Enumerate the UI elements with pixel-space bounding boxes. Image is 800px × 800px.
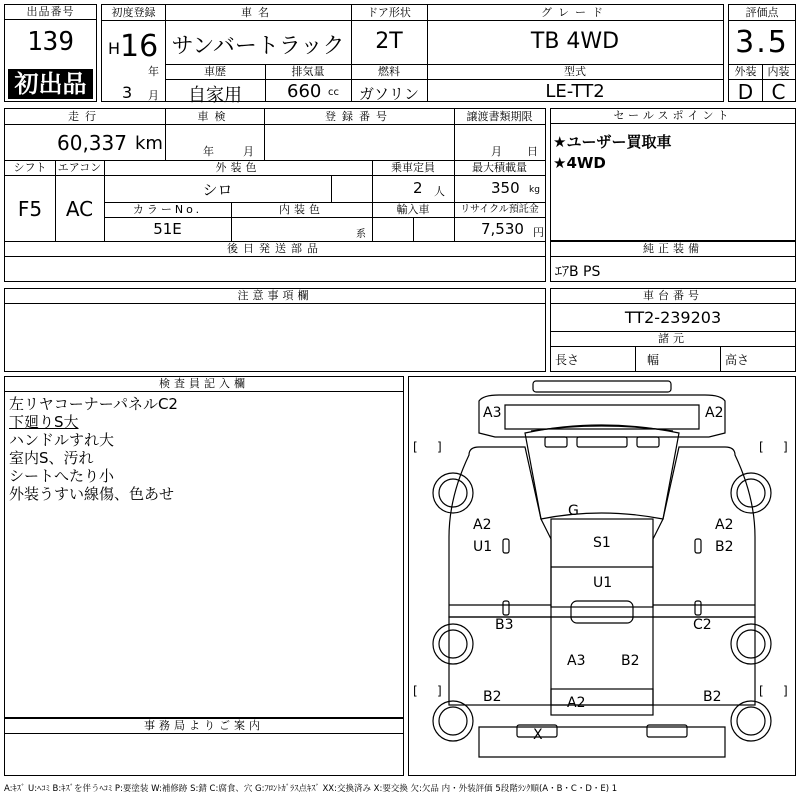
inspector-line-5: シートへたり小	[9, 467, 115, 485]
mark-b3: B3	[495, 617, 514, 633]
inspection-year-unit: 年	[203, 145, 214, 158]
inspector-label: 検査員記入欄	[5, 377, 403, 392]
max-load-unit: kg	[529, 185, 540, 195]
mark-b2-rear-left: B2	[483, 689, 502, 705]
svg-text:[: [	[413, 440, 418, 454]
svg-text:[: [	[413, 684, 418, 698]
shift-label: シフト	[13, 161, 47, 174]
mark-a2-rear: A2	[567, 695, 586, 711]
lot-number-label: 出品番号	[5, 5, 96, 20]
inspector-line-4: 室内S、汚れ	[9, 449, 94, 467]
mileage-unit: km	[135, 133, 163, 154]
grade-label: グレード	[541, 6, 609, 19]
mark-a3-front-left: A3	[483, 405, 502, 421]
equipment-value: ｴｱB PS	[555, 264, 601, 280]
reg-year: 16	[120, 29, 159, 64]
vehicle-header	[101, 4, 724, 106]
svg-text:[: [	[759, 440, 764, 454]
interior-label: 内装	[767, 65, 790, 78]
ac-label: エアコン	[57, 161, 102, 174]
first-listing-badge: 初出品	[8, 69, 93, 99]
mark-c2: C2	[693, 617, 712, 633]
mark-b2-bed: B2	[621, 653, 640, 669]
grade: TB 4WD	[530, 29, 620, 54]
displacement: 660	[287, 81, 322, 102]
svg-text:]: ]	[437, 440, 442, 454]
chassis-box	[550, 288, 796, 372]
mileage: 60,337	[57, 131, 127, 155]
import-label: 輸入車	[396, 203, 430, 216]
lot-number-box	[4, 4, 97, 102]
color-no: 51E	[153, 220, 182, 238]
office-notice-label: 事務局よりご案内	[5, 719, 403, 734]
displacement-unit: cc	[328, 87, 339, 98]
capacity-unit: 人	[434, 185, 445, 198]
chassis-label: 車台番号	[551, 289, 795, 304]
mark-b2-right: B2	[715, 539, 734, 555]
damage-legend: A:ｷｽﾞ U:ﾍｺﾐ B:ｷｽﾞを伴うﾍｺﾐ P:要塗装 W:補修跡 S:錆 C:腐食、穴 G:ﾌﾛﾝﾄｶﾞﾗｽ点ｷｽﾞ XX:交換済み X:要交換 欠:欠品 内・外装評価 5段階ﾗﾝｸ順(A・B・C・D・E) 1	[4, 784, 618, 794]
sales-points-label: セールスポイント	[551, 109, 795, 124]
svg-text:[: [	[759, 684, 764, 698]
notes-label: 注意事項欄	[5, 289, 545, 304]
reg-month-unit: 月	[148, 89, 159, 102]
mark-s1: S1	[593, 535, 611, 551]
truck-damage-diagram	[409, 377, 795, 775]
door-label: ドア形状	[367, 6, 411, 19]
equipment-box	[550, 241, 796, 282]
inspector-line-2: 下廻りS大	[9, 413, 79, 431]
mark-u1-roof: U1	[593, 575, 613, 591]
recycle-label: リサイクル預託金	[460, 204, 539, 215]
chassis-number: TT2-239203	[624, 308, 722, 327]
fuel-label: 燃料	[378, 65, 400, 78]
height-label: 高さ	[725, 353, 750, 367]
svg-text:]: ]	[783, 684, 788, 698]
office-notice-box	[4, 718, 404, 776]
inspector-line-6: 外装うすい線傷、色あせ	[9, 485, 175, 503]
transfer-deadline-label: 譲渡書類期限	[466, 110, 533, 123]
era: H	[108, 39, 121, 58]
sales-point-1: ★ユーザー買取車	[553, 133, 672, 151]
recycle-unit: 円	[533, 226, 544, 239]
mark-b2-rear-right: B2	[703, 689, 722, 705]
svg-text:]: ]	[783, 440, 788, 454]
interior-color-unit: 系	[356, 229, 366, 240]
max-load-label: 最大積載量	[472, 161, 527, 174]
later-parts-label: 後日発送部品	[227, 242, 323, 255]
mark-x: X	[533, 727, 543, 743]
notes-box	[4, 288, 546, 372]
transfer-month-unit: 月	[491, 145, 502, 158]
color-no-label: カラーNo.	[132, 203, 203, 216]
inspector-line-3: ハンドルすれ大	[9, 431, 115, 449]
capacity-label: 乗車定員	[391, 161, 435, 174]
recycle-deposit: 7,530	[481, 220, 524, 238]
equipment-label: 純正装備	[551, 242, 795, 257]
inspector-line-1: 左リヤコーナーパネルC2	[9, 395, 178, 413]
door-type: 2T	[375, 29, 403, 54]
details-box	[4, 108, 546, 282]
score-label: 評価点	[745, 6, 779, 19]
svg-text:]: ]	[437, 684, 442, 698]
specs-label: 諸元	[658, 332, 688, 345]
sales-point-2: ★4WD	[553, 154, 606, 172]
mark-a2-left: A2	[473, 517, 492, 533]
reg-month: 3	[122, 83, 133, 102]
history-label: 車歴	[204, 65, 226, 78]
interior-grade: C	[771, 80, 786, 104]
reg-year-unit: 年	[148, 65, 159, 78]
mark-a2-right: A2	[715, 517, 734, 533]
reg-number-label: 登録番号	[325, 110, 393, 123]
max-load: 350	[491, 179, 520, 197]
mark-a2-front-right: A2	[705, 405, 724, 421]
sales-points-box	[550, 108, 796, 241]
mark-u1-left: U1	[473, 539, 493, 555]
exterior-grade: D	[737, 80, 754, 104]
color-label: 外装色	[215, 161, 261, 174]
capacity: 2	[413, 179, 423, 197]
color: シロ	[202, 181, 233, 199]
shift: F5	[17, 197, 43, 221]
mark-g: G	[568, 503, 579, 519]
condition-diagram-box	[408, 376, 796, 776]
length-label: 長さ	[555, 353, 580, 367]
mileage-label: 走行	[68, 110, 102, 123]
model: LE-TT2	[545, 81, 605, 102]
width-label: 幅	[647, 353, 660, 367]
inspector-notes-box	[4, 376, 404, 718]
lot-number: 139	[27, 27, 74, 57]
history: 自家用	[188, 85, 242, 106]
mark-a3-bed: A3	[567, 653, 586, 669]
displacement-label: 排気量	[291, 65, 325, 78]
car-name-label: 車名	[241, 6, 275, 19]
inspection-month-unit: 月	[243, 145, 254, 158]
score-box	[728, 4, 796, 102]
overall-score: 3.5	[735, 25, 789, 60]
model-label: 型式	[564, 65, 586, 78]
transfer-day-unit: 日	[527, 145, 538, 158]
fuel: ガソリン	[358, 85, 419, 103]
inspection-label: 車検	[197, 110, 232, 123]
exterior-label: 外装	[734, 65, 757, 78]
first-registration-label: 初度登録	[111, 6, 156, 19]
interior-color-label: 内装色	[279, 203, 324, 216]
car-name: サンバートラック	[171, 34, 345, 59]
ac: AC	[65, 197, 94, 221]
